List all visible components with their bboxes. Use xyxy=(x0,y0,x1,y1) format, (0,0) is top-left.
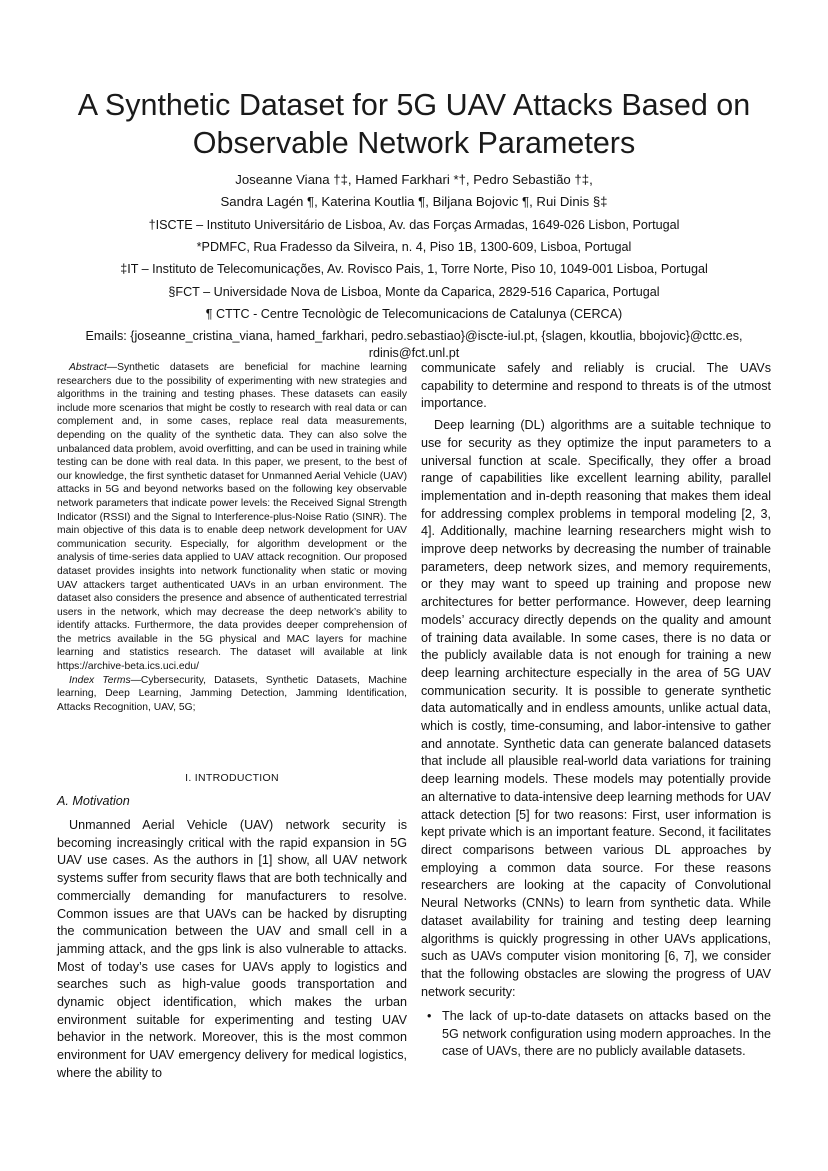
right-column-body xyxy=(421,360,771,1001)
subsection-heading-motivation: A. Motivation xyxy=(57,794,130,808)
affiliation-it: ‡IT – Instituto de Telecomunicações, Av. Rovisco Pais, 1, Torre Norte, Piso 10, 1049-001 Lisboa, Portugal xyxy=(120,262,708,276)
obstacles-list xyxy=(421,1008,771,1061)
index-terms-text: —Cybersecurity, Datasets, Synthetic Datasets, Machine learning, Deep Learning, Jamming Detection, Jamming Identification, Attacks Recognition, UAV, 5G; xyxy=(57,674,408,713)
title-line-1: A Synthetic Dataset for 5G UAV Attacks Based on xyxy=(77,88,751,122)
index-terms xyxy=(57,674,407,715)
affiliation-fct: §FCT – Universidade Nova de Lisboa, Monte da Caparica, 2829-516 Caparica, Portugal xyxy=(168,285,660,299)
emails-line-2: rdinis@fct.unl.pt xyxy=(368,346,460,360)
bullet-icon: • xyxy=(427,1009,432,1023)
index-terms-label: Index Terms xyxy=(69,674,131,686)
list-item xyxy=(421,1008,771,1061)
abstract-paragraph xyxy=(57,361,407,674)
affiliation-iscte: †ISCTE – Instituto Universitário de Lisboa, Av. das Forças Armadas, 1649-026 Lisbon, Portugal xyxy=(148,218,680,232)
abstract-label: Abstract xyxy=(69,362,107,373)
abstract xyxy=(57,361,407,714)
affiliation-cttc: ¶ CTTC - Centre Tecnològic de Telecomunicacions de Catalunya (CERCA) xyxy=(205,307,623,321)
right-paragraph-deep-learning: Deep learning (DL) algorithms are a suitable technique to use for security as they optimize the input parameters to a universal function at scale. Specifically, they offer a broad range of capabilities like excellent learning ability, parallel implementation and in-depth reasoning that makes them ideal for addressing complex problems in temporal modeling [2, 3, 4]. Additionally, machine learning researchers might wish to improve deep networks by decreasing the number of trainable parameters, deep network sizes, and memory requirements, or they may want to speed up training and propose new architectures for better performance. However, deep learning models’ accuracy directly depends on the quality and amount of training data available. In some cases, there is no data or the publicly available data is not enough for training a new deep learning architecture especially in the area of 5G UAV communication security. It is possible to generate synthetic data automatically and in endless amounts, unlike actual data, which is costly, time-consuming, and labor-intensive to gather and annotate. Synthetic data can generate balanced datasets that include all plausible real-world data variations for training deep learning models. These models may potentially provide an alternative to data-intensive deep learning methods for UAV attack detection [5] for two reasons: First, user information is kept private which is an important feature. Second, it facilitates direct comparisons between various DL approaches by employing a common data source. For these reasons researchers are looking at the capacity of Convolutional Neural Networks (CNNs) to learn from synthetic data. While dataset availability for training and testing deep learning algorithms is quickly progressing in other UAVs applications, such as UAVs computer vision monitoring [6, 7], we consider that the following obstacles are slowing the progress of UAV network security: xyxy=(421,418,771,999)
title-line-2: Observable Network Parameters xyxy=(192,126,636,160)
motivation-paragraph: Unmanned Aerial Vehicle (UAV) network security is becoming increasingly critical with the rapid expansion in 5G UAV use cases. As the authors in [1] show, all UAV network systems suffer from security flaws that are both technically and commercially demanding for manufacturers to resolve. Common issues are that UAVs can be hacked by disrupting the communication between the UAV and small cell in a jamming attack, and the gps link is also vulnerable to attacks. Most of today’s use cases for UAVs apply to logistics and searches such as high-value goods transportation and dynamic object identification, which makes the urban environment suitable for experimenting and testing UAV behavior in the network. Moreover, this is the most common environment for UAV emergency delivery for medical logistics, where the ability to xyxy=(57,818,407,1080)
right-paragraph-continued: communicate safely and reliably is crucial. The UAVs capability to determine and respond to threats is of the utmost importance. xyxy=(421,361,771,411)
emails-line-1: Emails: {joseanne_cristina_viana, hamed_farkhari, pedro.sebastiao}@iscte-iul.pt, {slagen, kkoutlia, bbojovic}@cttc.es, xyxy=(85,329,743,343)
section-heading-introduction: I. INTRODUCTION xyxy=(185,772,279,784)
left-column-body xyxy=(57,817,407,1083)
authors-line-2: Sandra Lagén ¶, Katerina Koutlia ¶, Biljana Bojovic ¶, Rui Dinis §‡ xyxy=(220,194,608,209)
abstract-text: —Synthetic datasets are beneficial for machine learning researchers due to the possibility of experimenting with new strategies and algorithms in the training and testing phases. These datasets can easily include more scenarios that might be costly to research with real data or can complement and, in some cases, replace real data measurements, depending on the quality of the synthetic data. They can also solve the unbalanced data problem, avoid overfitting, and can be used in training while testing can be done with real data. In this paper, we present, to the best of our knowledge, the first synthetic dataset for Unmanned Aerial Vehicle (UAV) attacks in 5G and beyond networks based on the following key observable network parameters that indicate power levels: the Received Signal Strength Indicator (RSSI) and the Signal to Interference-plus-Noise Ratio (SINR). The main objective of this data is to enable deep network development for UAV communication security. Especially, for algorithm development or the analysis of time-series data applied to UAV attack recognition. Our proposed dataset provides insights into network functionality when static or moving UAV attackers target authenticated UAVs in an urban environment. The dataset also considers the presence and absence of authenticated terrestrial users in the network, which may decrease the deep network’s ability to identify attacks. Furthermore, the data provides deeper comprehension of the metrics available in the 5G physical and MAC layers for machine learning and statistics research. The dataset will available at link https://archive-beta.ics.uci.edu/ xyxy=(57,362,407,673)
bullet-text: The lack of up-to-date datasets on attacks based on the 5G network configuration using modern approaches. In the case of UAVs, there are no publicly available datasets. xyxy=(442,1009,771,1059)
authors-line-1: Joseanne Viana †‡, Hamed Farkhari *†, Pedro Sebastião †‡, xyxy=(235,172,593,187)
affiliation-pdmfc: *PDMFC, Rua Fradesso da Silveira, n. 4, Piso 1B, 1300-609, Lisboa, Portugal xyxy=(196,240,632,254)
paper-title xyxy=(40,86,788,162)
